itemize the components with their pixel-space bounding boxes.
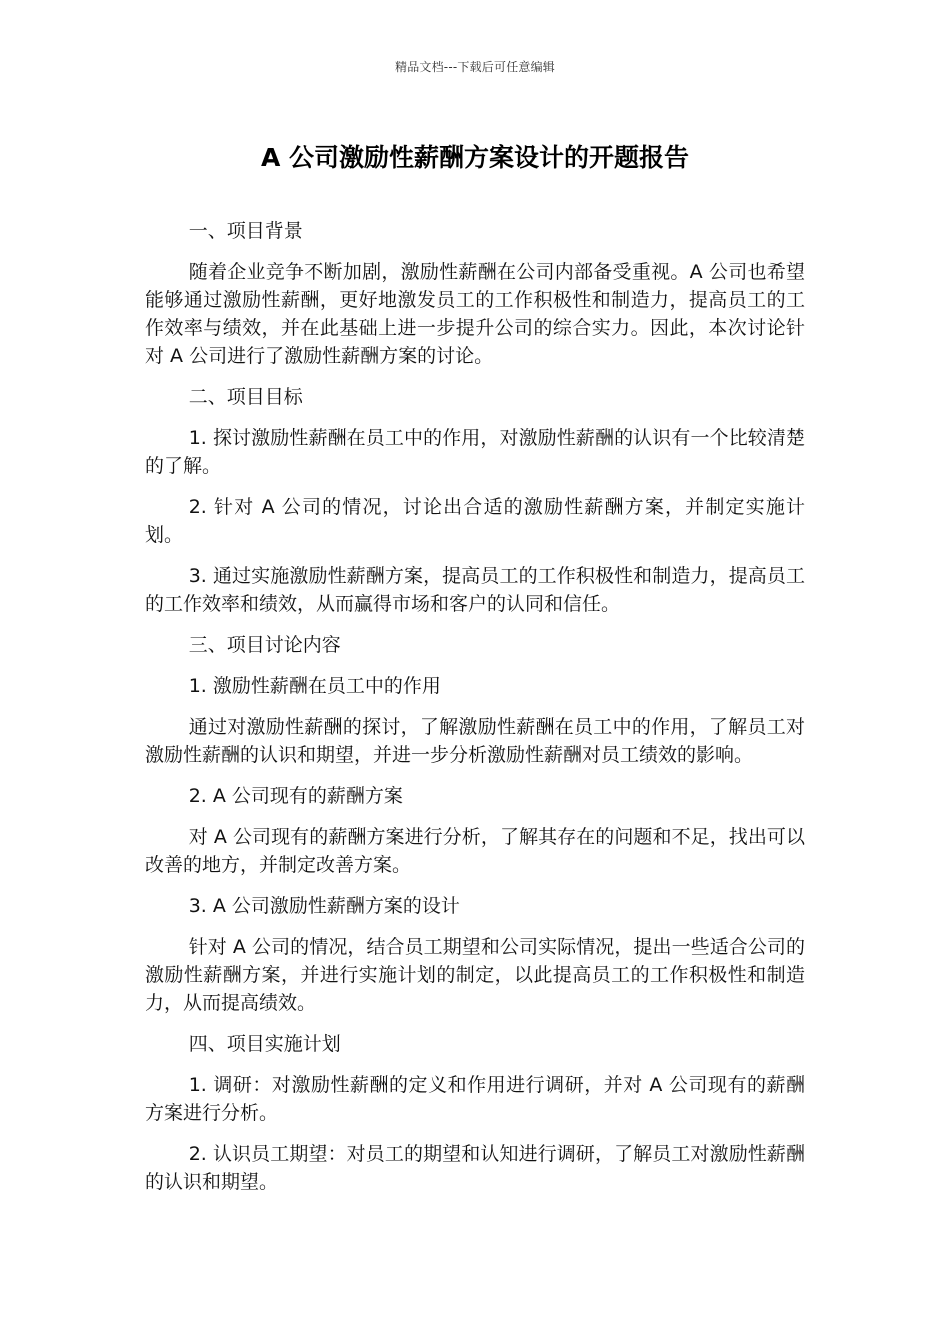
section-heading-goals: 二、项目目标 bbox=[188, 386, 303, 408]
section-heading-implementation: 四、项目实施计划 bbox=[188, 1033, 341, 1055]
subheading-role: 1. 激励性薪酬在员工中的作用 bbox=[188, 675, 441, 697]
paragraph-role: 通过对激励性薪酬的探讨，了解激励性薪酬在员工中的作用，了解员工对激励性薪酬的认识和期望，并进一步分析激励性薪酬对员工绩效的影响。 bbox=[145, 716, 805, 766]
section-heading-content: 三、项目讨论内容 bbox=[188, 634, 341, 656]
goal-item-2: 2. 针对 A 公司的情况，讨论出合适的激励性薪酬方案，并制定实施计划。 bbox=[145, 496, 805, 546]
subheading-plan-design: 3. A 公司激励性薪酬方案的设计 bbox=[188, 895, 460, 917]
implementation-item-2: 2. 认识员工期望：对员工的期望和认知进行调研，了解员工对激励性薪酬的认识和期望。 bbox=[145, 1143, 805, 1193]
header-note: 精品文档---下载后可任意编辑 bbox=[395, 60, 555, 74]
document-body bbox=[145, 217, 805, 1209]
goal-item-3: 3. 通过实施激励性薪酬方案，提高员工的工作积极性和制造力，提高员工的工作效率和绩效，从而赢得市场和客户的认同和信任。 bbox=[145, 565, 805, 615]
subheading-current-plan: 2. A 公司现有的薪酬方案 bbox=[188, 785, 403, 807]
section-heading-background: 一、项目背景 bbox=[188, 220, 303, 242]
paragraph-plan-design: 针对 A 公司的情况，结合员工期望和公司实际情况，提出一些适合公司的激励性薪酬方案，并进行实施计划的制定，以此提高员工的工作积极性和制造力，从而提高绩效。 bbox=[145, 936, 805, 1014]
goal-item-1: 1. 探讨激励性薪酬在员工中的作用，对激励性薪酬的认识有一个比较清楚的了解。 bbox=[145, 427, 805, 477]
document-title: A 公司激励性薪酬方案设计的开题报告 bbox=[260, 143, 690, 172]
implementation-item-1: 1. 调研：对激励性薪酬的定义和作用进行调研，并对 A 公司现有的薪酬方案进行分析。 bbox=[145, 1074, 805, 1124]
paragraph-background: 随着企业竞争不断加剧，激励性薪酬在公司内部备受重视。A 公司也希望能够通过激励性薪酬，更好地激发员工的工作积极性和制造力，提高员工的工作效率与绩效，并在此基础上进一步提升公司的综合实力。因此，本次讨论针对 A 公司进行了激励性薪酬方案的讨论。 bbox=[145, 261, 805, 367]
paragraph-current-plan: 对 A 公司现有的薪酬方案进行分析，了解其存在的问题和不足，找出可以改善的地方，并制定改善方案。 bbox=[145, 826, 805, 876]
